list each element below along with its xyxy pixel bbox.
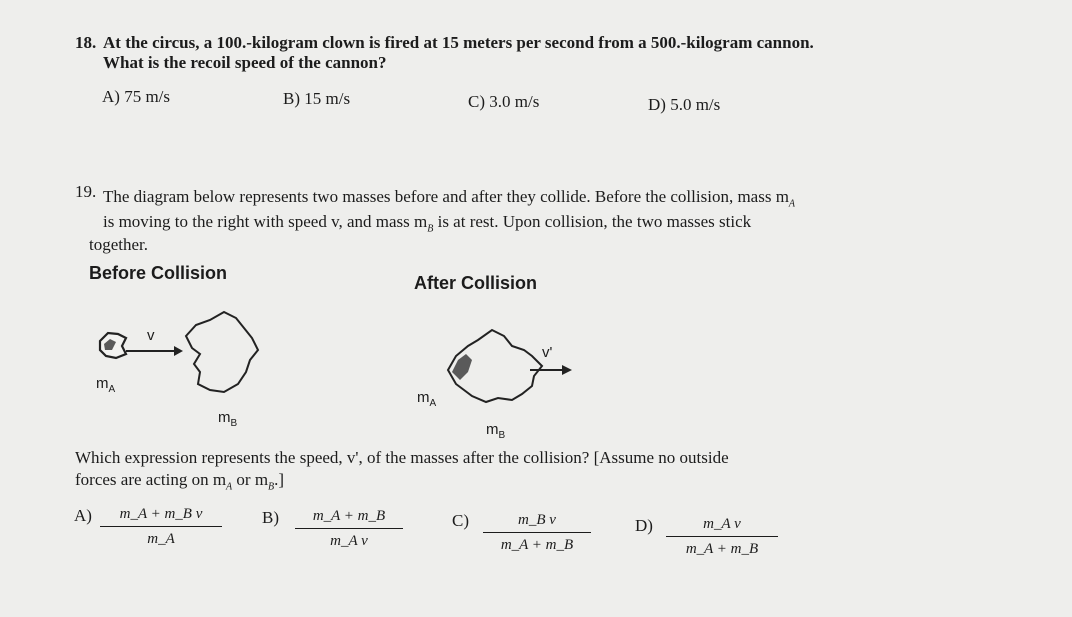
after-ma-label: $m_A$ [417,389,437,409]
q19-choice-a-fraction [100,506,222,548]
before-velocity-arrow [174,346,183,356]
q19-question-line2: forces are acting on $m_A$ or $m_B$.] [75,470,285,493]
before-collision-header: Before Collision [89,263,228,283]
q19-number: 19. [75,182,97,201]
q19-line1: The diagram below represents two masses before and after they collide. Before the collision, mass $m_A$ [103,187,796,210]
q18-choice-d: D) 5.0 m/s [648,95,721,114]
q18-choice-c: C) 3.0 m/s [468,92,540,111]
q19-choice-b-letter: B) [262,508,279,527]
q18-choice-b: B) 15 m/s [283,89,351,108]
q19-line3: together. [89,235,149,254]
q19-line2: is moving to the right with speed v, and mass $m_B$ is at rest. Upon collision, the two masses stick [103,212,752,235]
q19-choice-b-numerator: m_A + m_B [312,508,386,524]
q19-choice-b-denominator: m_A v [330,533,368,549]
after-collision-header: After Collision [414,273,538,293]
before-v-label: v [147,327,155,344]
q19-choice-d-denominator: m_A + m_B [685,541,759,557]
q19-choice-a-numerator: m_A + m_B v [119,506,203,522]
q19-choice-c-denominator: m_A + m_B [500,537,574,553]
before-ma-label: $m_A$ [96,375,116,395]
before-mass-b-blob [186,312,258,392]
q19-choice-b-fraction [295,508,403,550]
after-v-label: v' [542,344,553,361]
after-velocity-arrow [562,365,572,375]
q19-question-line1: Which expression represents the speed, v', of the masses after the collision? [Assume no outside [75,448,729,467]
before-mb-label: $m_B$ [218,409,238,429]
after-mb-label: $m_B$ [486,421,506,441]
q19-choice-d-letter: D) [635,516,653,535]
q19-choice-c-fraction [483,512,591,554]
q18-choice-a: A) 75 m/s [102,87,170,106]
q19-choice-a-denominator: m_A [147,531,175,547]
q19-choice-a-letter: A) [74,506,92,525]
q19-choice-d-numerator: m_A v [703,516,741,532]
q19-choice-c-letter: C) [452,511,469,530]
q18-number: 18. [75,33,97,52]
q18-line2: What is the recoil speed of the cannon? [103,53,387,72]
q19-choice-d-fraction [666,516,778,558]
q19-choice-c-numerator: m_B v [518,512,556,528]
q18-line1: At the circus, a 100.-kilogram clown is fired at 15 meters per second from a 500.-kilogram cannon. [103,33,814,52]
